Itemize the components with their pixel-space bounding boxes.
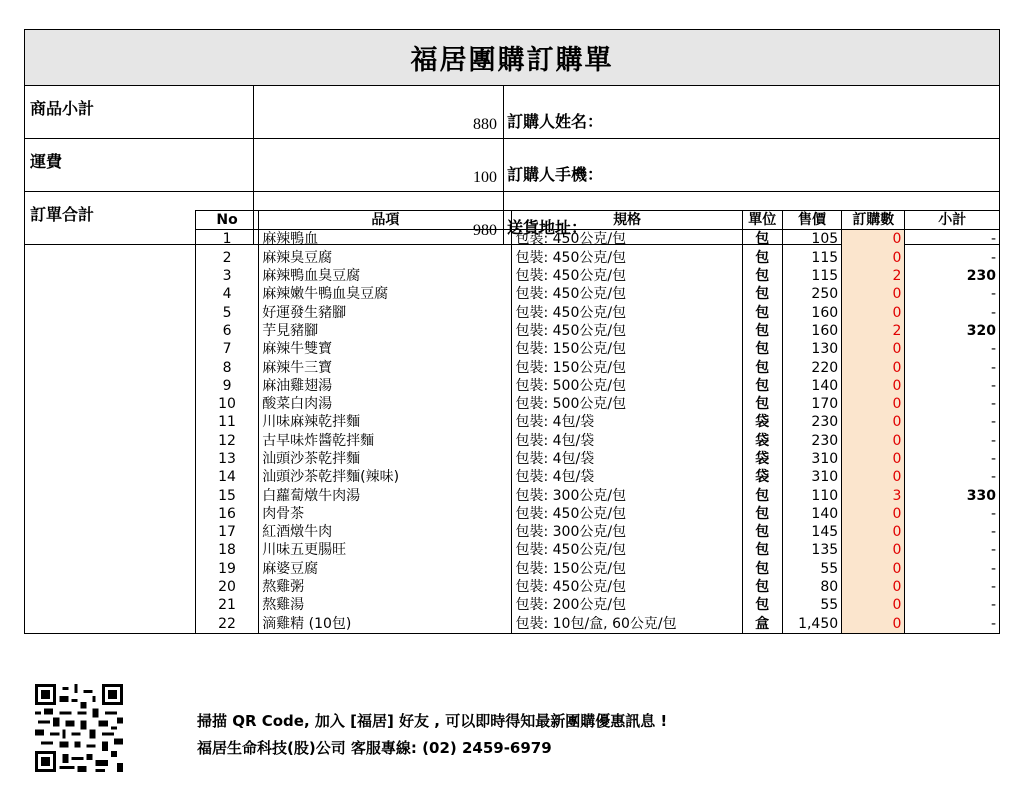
item-unit: 包: [742, 560, 782, 578]
item-spec: 包裝: 4包/袋: [512, 413, 742, 431]
item-no: 18: [195, 541, 258, 559]
item-qty-input[interactable]: 0: [842, 303, 905, 321]
subtotal-value: 880: [254, 86, 504, 139]
item-name: 麻辣嫩牛鴨血臭豆腐: [259, 285, 512, 303]
item-price: 250: [782, 285, 841, 303]
item-no: 2: [195, 249, 258, 267]
item-subtotal: -: [905, 523, 1000, 541]
item-qty-input[interactable]: 0: [842, 505, 905, 523]
buyer-phone-field[interactable]: 訂購人手機：: [504, 139, 1000, 192]
item-qty-input[interactable]: 0: [842, 523, 905, 541]
item-price: 310: [782, 450, 841, 468]
item-price: 1,450: [782, 615, 841, 634]
table-row: [25, 340, 1000, 358]
item-spec: 包裝: 450公克/包: [512, 249, 742, 267]
table-row: [25, 615, 1000, 634]
item-name: 麻辣牛三寶: [259, 358, 512, 376]
item-price: 170: [782, 395, 841, 413]
item-unit: 包: [742, 230, 782, 249]
item-qty-input[interactable]: 0: [842, 249, 905, 267]
table-row: [25, 486, 1000, 504]
table-row: [25, 596, 1000, 614]
item-qty-input[interactable]: 0: [842, 450, 905, 468]
item-no: 17: [195, 523, 258, 541]
item-spec: 包裝: 150公克/包: [512, 340, 742, 358]
item-subtotal: -: [905, 505, 1000, 523]
footer: [197, 708, 667, 762]
shipping-label: 運費: [25, 139, 254, 192]
qr-code-icon[interactable]: [34, 684, 124, 772]
item-qty-input[interactable]: 2: [842, 322, 905, 340]
item-unit: 包: [742, 303, 782, 321]
item-spec: 包裝: 10包/盒, 60公克/包: [512, 615, 742, 634]
item-price: 140: [782, 505, 841, 523]
item-price: 110: [782, 486, 841, 504]
item-price: 145: [782, 523, 841, 541]
col-qty: 訂購數: [842, 211, 905, 230]
item-name: 白蘿蔔燉牛肉湯: [259, 486, 512, 504]
item-subtotal: -: [905, 377, 1000, 395]
item-price: 220: [782, 358, 841, 376]
blank-cell: [25, 230, 196, 249]
item-name: 汕頭沙茶乾拌麵(辣味): [259, 468, 512, 486]
item-qty-input[interactable]: 3: [842, 486, 905, 504]
item-unit: 包: [742, 596, 782, 614]
table-row: [25, 395, 1000, 413]
item-qty-input[interactable]: 0: [842, 560, 905, 578]
item-price: 115: [782, 249, 841, 267]
item-name: 川味麻辣乾拌麵: [259, 413, 512, 431]
blank-cell: [25, 340, 196, 358]
table-row: [25, 267, 1000, 285]
table-row: [25, 523, 1000, 541]
item-price: 140: [782, 377, 841, 395]
item-qty-input[interactable]: 0: [842, 340, 905, 358]
blank-cell: [25, 432, 196, 450]
blank-cell: [25, 377, 196, 395]
item-qty-input[interactable]: 0: [842, 230, 905, 249]
item-spec: 包裝: 500公克/包: [512, 395, 742, 413]
item-unit: 盒: [742, 615, 782, 634]
item-spec: 包裝: 150公克/包: [512, 358, 742, 376]
item-name: 麻辣鴨血臭豆腐: [259, 267, 512, 285]
item-no: 22: [195, 615, 258, 634]
item-unit: 袋: [742, 432, 782, 450]
total-label: 訂單合計: [25, 192, 254, 245]
item-price: 160: [782, 303, 841, 321]
subtotal-label: 商品小計: [25, 86, 254, 139]
item-price: 130: [782, 340, 841, 358]
col-unit: 單位: [742, 211, 782, 230]
blank-cell: [25, 596, 196, 614]
item-unit: 包: [742, 523, 782, 541]
blank-cell: [25, 578, 196, 596]
item-unit: 包: [742, 267, 782, 285]
blank-cell: [25, 322, 196, 340]
item-qty-input[interactable]: 0: [842, 413, 905, 431]
item-unit: 袋: [742, 413, 782, 431]
item-subtotal: -: [905, 395, 1000, 413]
item-unit: 袋: [742, 450, 782, 468]
item-name: 麻辣臭豆腐: [259, 249, 512, 267]
item-name: 麻婆豆腐: [259, 560, 512, 578]
table-row: [25, 377, 1000, 395]
item-no: 9: [195, 377, 258, 395]
item-qty-input[interactable]: 0: [842, 285, 905, 303]
item-spec: 包裝: 4包/袋: [512, 468, 742, 486]
item-name: 麻辣牛雙寶: [259, 340, 512, 358]
item-subtotal: -: [905, 358, 1000, 376]
item-spec: 包裝: 150公克/包: [512, 560, 742, 578]
item-subtotal: -: [905, 249, 1000, 267]
table-row: [25, 541, 1000, 559]
item-subtotal: -: [905, 541, 1000, 559]
buyer-name-field[interactable]: 訂購人姓名：: [504, 86, 1000, 139]
blank-header: [25, 211, 196, 230]
table-row: [25, 432, 1000, 450]
item-name: 芋見豬腳: [259, 322, 512, 340]
item-qty-input[interactable]: 0: [842, 615, 905, 634]
item-name: 麻油雞翅湯: [259, 377, 512, 395]
item-spec: 包裝: 200公克/包: [512, 596, 742, 614]
item-no: 5: [195, 303, 258, 321]
shipping-value: 100: [254, 139, 504, 192]
item-subtotal: -: [905, 303, 1000, 321]
item-qty-input[interactable]: 0: [842, 578, 905, 596]
item-qty-input[interactable]: 0: [842, 358, 905, 376]
col-name: 品項: [259, 211, 512, 230]
blank-cell: [25, 395, 196, 413]
table-row: [25, 322, 1000, 340]
item-subtotal: 230: [905, 267, 1000, 285]
item-name: 肉骨茶: [259, 505, 512, 523]
table-row: [25, 413, 1000, 431]
item-no: 7: [195, 340, 258, 358]
item-name: 汕頭沙茶乾拌麵: [259, 450, 512, 468]
item-name: 熬雞湯: [259, 596, 512, 614]
item-spec: 包裝: 450公克/包: [512, 285, 742, 303]
page-title: 福居團購訂購單: [25, 30, 1000, 86]
blank-cell: [25, 450, 196, 468]
item-subtotal: -: [905, 596, 1000, 614]
col-price: 售價: [782, 211, 841, 230]
blank-cell: [25, 285, 196, 303]
col-subtotal: 小計: [905, 211, 1000, 230]
item-no: 20: [195, 578, 258, 596]
total-value: 980: [254, 192, 504, 245]
item-subtotal: -: [905, 578, 1000, 596]
blank-cell: [25, 267, 196, 285]
item-unit: 包: [742, 377, 782, 395]
delivery-address-field[interactable]: 送貨地址：: [504, 192, 1000, 245]
item-subtotal: -: [905, 450, 1000, 468]
item-no: 21: [195, 596, 258, 614]
item-spec: 包裝: 300公克/包: [512, 523, 742, 541]
item-name: 好運發生豬腳: [259, 303, 512, 321]
item-name: 紅酒燉牛肉: [259, 523, 512, 541]
item-price: 310: [782, 468, 841, 486]
table-row: [25, 450, 1000, 468]
item-no: 4: [195, 285, 258, 303]
table-row: [25, 578, 1000, 596]
item-qty-input[interactable]: 0: [842, 468, 905, 486]
blank-cell: [25, 505, 196, 523]
item-no: 1: [195, 230, 258, 249]
item-no: 16: [195, 505, 258, 523]
item-spec: 包裝: 4包/袋: [512, 450, 742, 468]
item-no: 14: [195, 468, 258, 486]
table-row: [25, 560, 1000, 578]
table-row: [25, 249, 1000, 267]
item-unit: 包: [742, 285, 782, 303]
item-name: 麻辣鴨血: [259, 230, 512, 249]
item-no: 12: [195, 432, 258, 450]
item-price: 135: [782, 541, 841, 559]
item-spec: 包裝: 450公克/包: [512, 578, 742, 596]
blank-cell: [25, 358, 196, 376]
blank-cell: [25, 615, 196, 634]
item-no: 15: [195, 486, 258, 504]
item-price: 55: [782, 596, 841, 614]
item-price: 160: [782, 322, 841, 340]
item-subtotal: -: [905, 340, 1000, 358]
item-spec: 包裝: 450公克/包: [512, 322, 742, 340]
item-qty-input[interactable]: 0: [842, 432, 905, 450]
item-subtotal: -: [905, 285, 1000, 303]
item-unit: 包: [742, 395, 782, 413]
item-qty-input[interactable]: 0: [842, 596, 905, 614]
blank-cell: [25, 560, 196, 578]
item-name: 滴雞精 (10包): [259, 615, 512, 634]
item-price: 230: [782, 413, 841, 431]
item-spec: 包裝: 450公克/包: [512, 303, 742, 321]
item-subtotal: 330: [905, 486, 1000, 504]
item-name: 古早味炸醬乾拌麵: [259, 432, 512, 450]
table-row: [25, 230, 1000, 249]
item-no: 6: [195, 322, 258, 340]
item-unit: 包: [742, 340, 782, 358]
item-qty-input[interactable]: 0: [842, 541, 905, 559]
item-unit: 包: [742, 505, 782, 523]
col-no: No: [195, 211, 258, 230]
footer-line1: 掃描 QR Code, 加入 [福居] 好友 , 可以即時得知最新團購優惠訊息 !: [197, 712, 668, 730]
item-price: 55: [782, 560, 841, 578]
item-subtotal: -: [905, 560, 1000, 578]
item-unit: 包: [742, 486, 782, 504]
table-row: [25, 468, 1000, 486]
item-spec: 包裝: 500公克/包: [512, 377, 742, 395]
table-row: [25, 505, 1000, 523]
item-name: 酸菜白肉湯: [259, 395, 512, 413]
item-price: 105: [782, 230, 841, 249]
blank-cell: [25, 523, 196, 541]
blank-cell: [25, 541, 196, 559]
item-spec: 包裝: 4包/袋: [512, 432, 742, 450]
blank-cell: [25, 486, 196, 504]
item-unit: 包: [742, 358, 782, 376]
item-no: 10: [195, 395, 258, 413]
item-unit: 包: [742, 322, 782, 340]
item-spec: 包裝: 450公克/包: [512, 505, 742, 523]
footer-line2: 福居生命科技(股)公司 客服專線: (02) 2459-6979: [197, 739, 552, 757]
blank-cell: [25, 303, 196, 321]
item-no: 3: [195, 267, 258, 285]
item-subtotal: -: [905, 468, 1000, 486]
table-row: [25, 358, 1000, 376]
item-name: 熬雞粥: [259, 578, 512, 596]
item-price: 80: [782, 578, 841, 596]
item-unit: 包: [742, 541, 782, 559]
blank-cell: [25, 249, 196, 267]
item-subtotal: -: [905, 615, 1000, 634]
item-no: 8: [195, 358, 258, 376]
col-spec: 規格: [512, 211, 742, 230]
item-subtotal: -: [905, 230, 1000, 249]
item-subtotal: 320: [905, 322, 1000, 340]
table-row: [25, 285, 1000, 303]
item-qty-input[interactable]: 2: [842, 267, 905, 285]
item-name: 川味五更腸旺: [259, 541, 512, 559]
blank-cell: [25, 468, 196, 486]
item-spec: 包裝: 450公克/包: [512, 541, 742, 559]
table-header: [25, 211, 1000, 230]
item-unit: 袋: [742, 468, 782, 486]
item-qty-input[interactable]: 0: [842, 377, 905, 395]
item-spec: 包裝: 450公克/包: [512, 267, 742, 285]
item-unit: 包: [742, 249, 782, 267]
item-unit: 包: [742, 578, 782, 596]
item-no: 13: [195, 450, 258, 468]
blank-cell: [25, 413, 196, 431]
table-row: [25, 303, 1000, 321]
item-no: 19: [195, 560, 258, 578]
items-table: [24, 210, 1000, 634]
item-spec: 包裝: 300公克/包: [512, 486, 742, 504]
item-subtotal: -: [905, 413, 1000, 431]
item-qty-input[interactable]: 0: [842, 395, 905, 413]
item-spec: 包裝: 450公克/包: [512, 230, 742, 249]
item-price: 115: [782, 267, 841, 285]
item-subtotal: -: [905, 432, 1000, 450]
item-no: 11: [195, 413, 258, 431]
item-price: 230: [782, 432, 841, 450]
